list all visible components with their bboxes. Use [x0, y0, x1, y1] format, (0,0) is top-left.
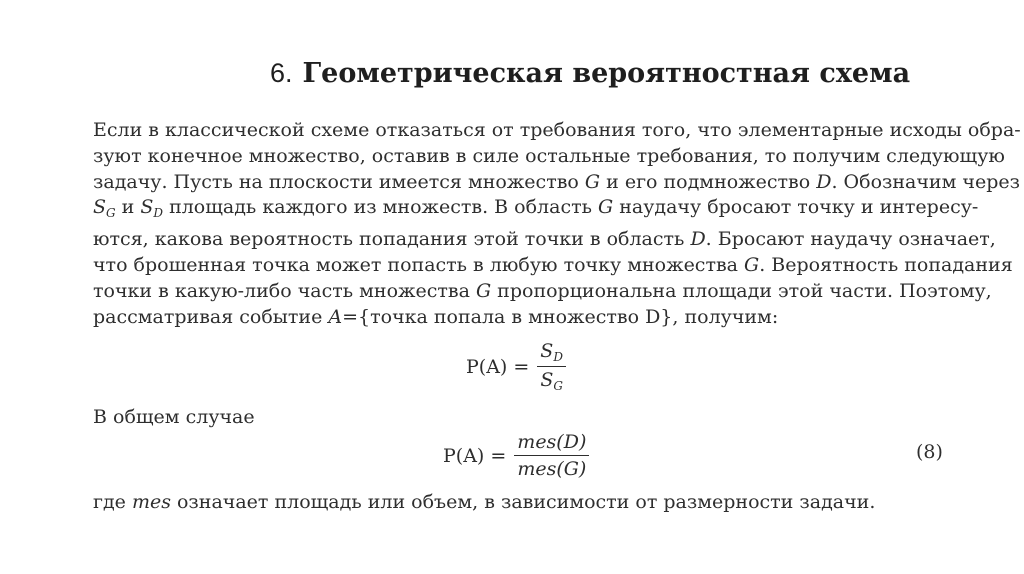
formula2-numerator: mes(D) — [517, 431, 587, 453]
set-g-symbol: G — [584, 170, 601, 193]
footer-text: где mes означает площадь или объем, в зависимости от размерности задачи. — [93, 491, 876, 513]
formula2-denominator: mes(G) — [514, 455, 589, 480]
formula1-lhs: P(A) = — [466, 355, 530, 378]
paragraph-line-2: зуют конечное множество, оставив в силе остальные требования, то получим следующую — [93, 144, 1005, 167]
paragraph-line-6: что брошенная точка может попасть в любую точку множества G. Вероятность попадания — [93, 253, 1013, 276]
general-case-text: В общем случае — [93, 406, 255, 428]
section-number: 6. — [270, 58, 293, 88]
formula1-denominator: $S_G$ — [537, 366, 566, 393]
formula1-numerator: $S_D$ — [540, 340, 563, 364]
formula2-fraction — [514, 431, 589, 480]
set-d-symbol: D — [816, 170, 832, 193]
section-title-text: Геометрическая вероятностная схема — [302, 58, 911, 89]
main-paragraph — [93, 118, 1021, 330]
equation-number: (8) — [916, 441, 943, 463]
probability-formula-general — [443, 431, 589, 480]
mes-symbol: mes — [131, 491, 171, 513]
section-title — [270, 58, 910, 89]
paragraph-line-7: точки в какую-либо часть множества G пропорциональна площади этой части. Поэтому, — [93, 279, 992, 302]
paragraph-line-5: ются, какова вероятность попадания этой точки в область D. Бросают наудачу означает, — [93, 228, 996, 251]
probability-formula-area — [466, 340, 566, 393]
formula2-lhs: P(A) = — [443, 444, 507, 467]
paragraph-line-4: $S_G$ и $S_D$ площадь каждого из множеств. В область G наудачу бросают точку и интересу- — [93, 196, 979, 221]
formula1-fraction — [537, 340, 566, 393]
paragraph-line-8: рассматривая событие A={точка попала в множество D}, получим: — [93, 305, 779, 328]
event-a-symbol: A — [328, 305, 343, 328]
paragraph-line-1: Если в классической схеме отказаться от требования того, что элементарные исходы обра- — [93, 119, 1021, 141]
paragraph-line-3: задачу. Пусть на плоскости имеется множество G и его подмножество D. Обозначим через — [93, 170, 1020, 193]
